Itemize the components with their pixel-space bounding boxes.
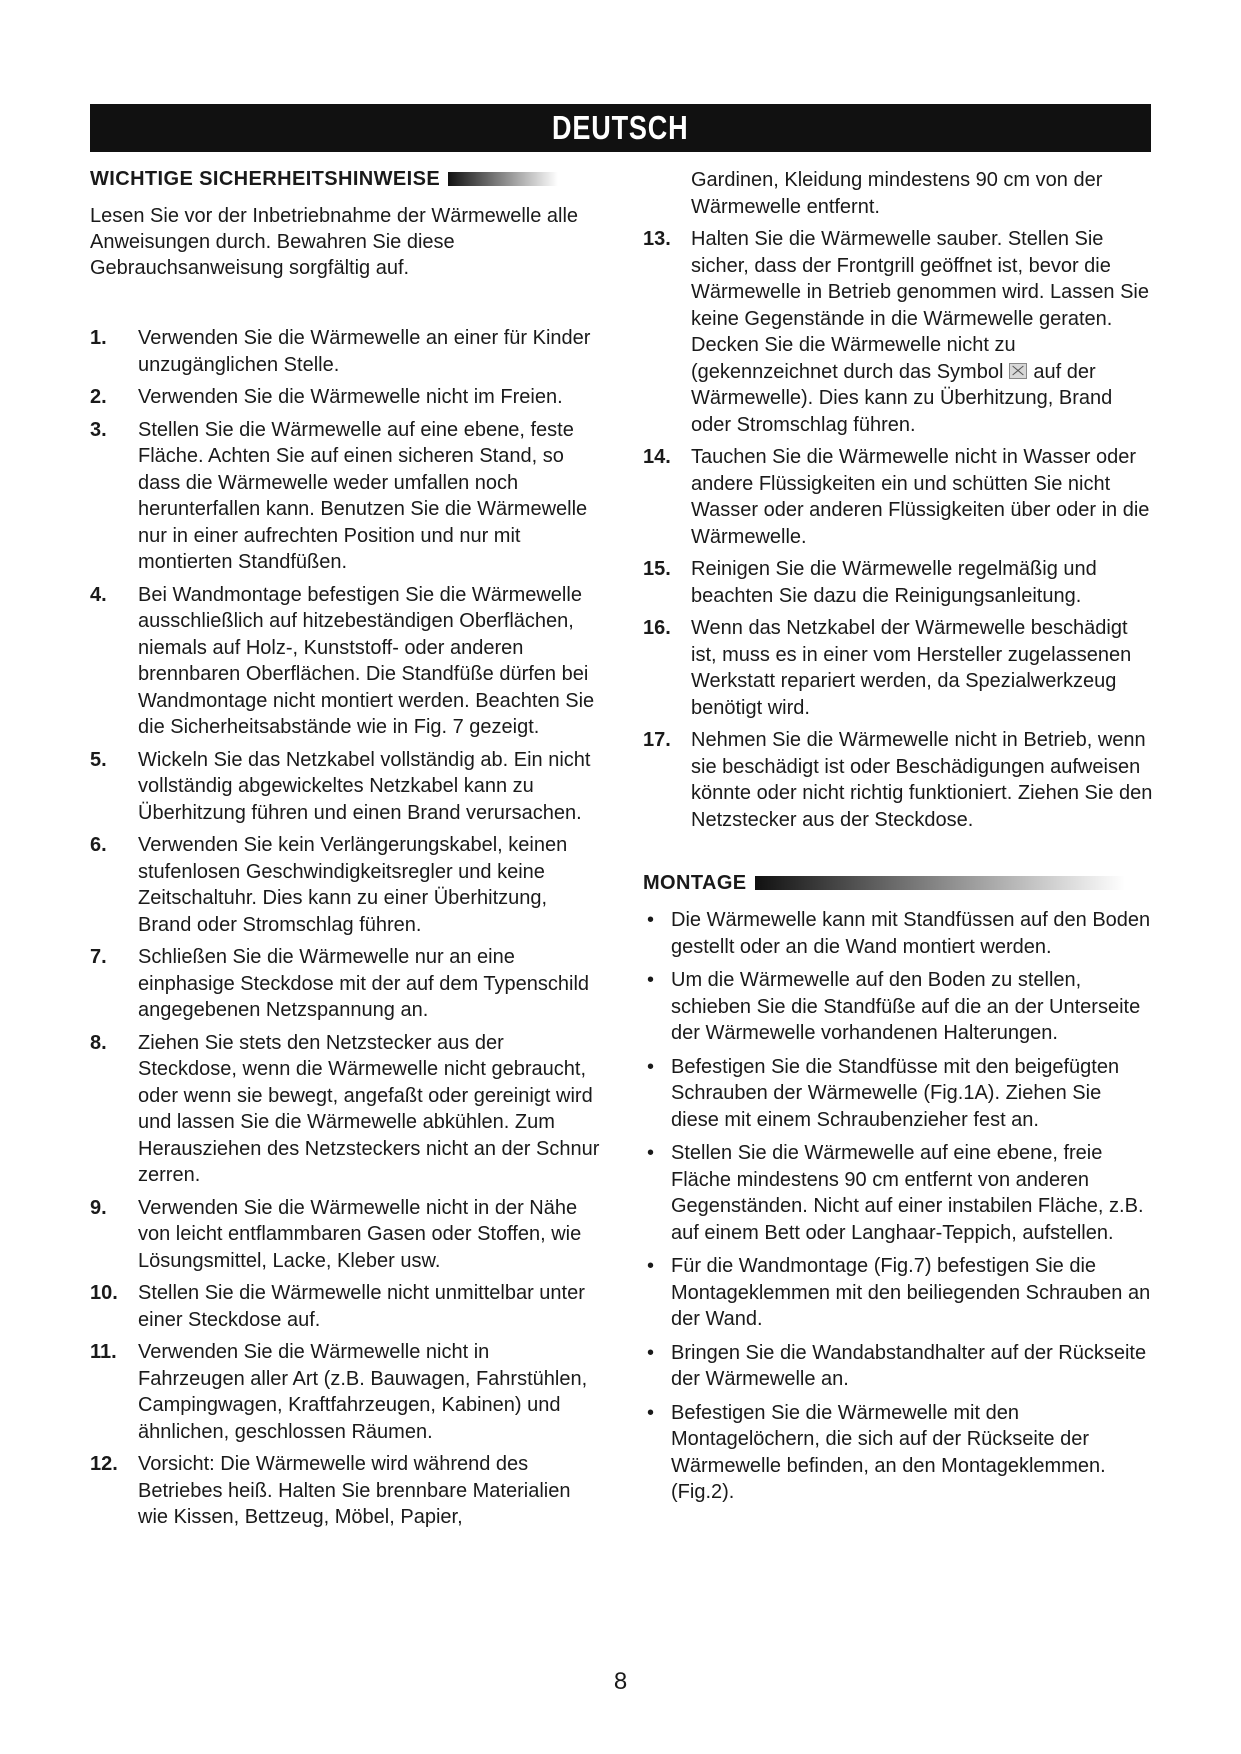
bullet-icon: • — [647, 969, 655, 991]
item-number: 8. — [90, 1031, 107, 1054]
item-text: Tauchen Sie die Wärmewelle nicht in Wasser oder andere Flüssigkeiten ein und schütten Sie nicht Wasser oder anderen Flüssigkeiten über oder in die Wärmewelle. — [691, 446, 1150, 548]
safety-item — [90, 747, 600, 827]
heading-gradient-bar — [755, 876, 1125, 890]
safety-item — [90, 582, 600, 741]
montage-bullet — [643, 907, 1153, 960]
safety-item — [90, 384, 600, 411]
bullet-icon: • — [647, 909, 655, 931]
safety-item — [90, 1030, 600, 1189]
item-13-text-part-2: auf der Wärmewelle). Dies kann zu Überhitzung, Brand oder Stromschlag führen. — [691, 360, 1113, 436]
item-text: Reinigen Sie die Wärmewelle regelmäßig und beachten Sie dazu die Reinigungsanleitung. — [691, 558, 1097, 607]
item-number: 15. — [643, 558, 671, 580]
item-number: 4. — [90, 583, 107, 606]
item-number: 5. — [90, 748, 107, 771]
item-number: 11. — [90, 1341, 117, 1363]
montage-bullet — [643, 967, 1153, 1047]
safety-item — [90, 1280, 600, 1333]
safety-item — [90, 1339, 600, 1445]
item-text: Verwenden Sie kein Verlängerungskabel, keinen stufenlosen Geschwindigkeitsregler und keine Zeitschaltuhr. Dies kann zu einer Überhitzung, Brand oder Stromschlag führen. — [138, 834, 568, 936]
safety-item — [643, 226, 1153, 438]
safety-item — [643, 727, 1153, 833]
left-column — [90, 167, 600, 1537]
item-text: Verwenden Sie die Wärmewelle nicht in der Nähe von leicht entflammbaren Gasen oder Stoffen, wie Lösungsmittel, Lacke, Kleber usw. — [138, 1196, 582, 1272]
item-number: 3. — [90, 418, 107, 441]
bullet-text: Stellen Sie die Wärmewelle auf eine ebene, freie Fläche mindestens 90 cm entfernt von anderen Gegenständen. Nicht auf einer instabilen Fläche, z.B. auf einem Bett oder Langhaar-Teppich, aufstellen. — [671, 1142, 1144, 1244]
item-number: 12. — [90, 1453, 118, 1475]
safety-item — [90, 417, 600, 576]
montage-bullet — [643, 1054, 1153, 1134]
safety-heading-text: WICHTIGE SICHERHEITSHINWEISE — [90, 167, 441, 190]
safety-item — [643, 615, 1153, 721]
do-not-cover-icon — [1009, 363, 1027, 379]
safety-item — [643, 444, 1153, 550]
item-number: 9. — [90, 1196, 107, 1219]
bullet-text: Bringen Sie die Wandabstandhalter auf der Rückseite der Wärmewelle an. — [671, 1341, 1147, 1390]
safety-item — [643, 556, 1153, 609]
safety-intro: Lesen Sie vor der Inbetriebnahme der Wärmewelle alle Anweisungen durch. Bewahren Sie diese Gebrauchsanweisung sorgfältig auf. — [90, 205, 579, 279]
item-text: Bei Wandmontage befestigen Sie die Wärmewelle ausschließlich auf hitzebeständigen Oberflächen, niemals auf Holz-, Kunststoff- oder anderen brennbaren Oberflächen. Die Standfüße dürfen bei Wandmontage nicht montiert werden. Beachten Sie die Sicherheitsabstände wie in Fig. 7 gezeigt. — [138, 583, 595, 738]
item-number: 7. — [90, 946, 107, 968]
safety-item — [90, 325, 600, 378]
item-13-text-part-1: Halten Sie die Wärmewelle sauber. Stellen Sie sicher, dass der Frontgrill geöffnet ist, bevor die Wärmewelle in Betrieb genommen wird. Lassen Sie keine Gegenstände in die Wärmewelle geraten. Decken Sie die Wärmewelle nicht zu (gekennzeichnet durch das Symbol — [691, 228, 1149, 383]
bullet-icon: • — [647, 1401, 655, 1424]
item-number: 6. — [90, 834, 107, 856]
item-number: 10. — [90, 1282, 118, 1304]
bullet-text: Befestigen Sie die Wärmewelle mit den Montagelöchern, die sich auf der Rückseite der Wärmewelle befinden, an den Montageklemmen. (Fig.2). — [671, 1401, 1106, 1503]
item-text: Nehmen Sie die Wärmewelle nicht in Betrieb, wenn sie beschädigt ist oder Beschädigungen aufweisen könnte oder nicht richtig funktioniert. Ziehen Sie den Netzstecker aus der Steckdose. — [691, 729, 1153, 831]
language-banner — [90, 104, 1151, 152]
montage-bullet — [643, 1140, 1153, 1246]
page-number: 8 — [613, 1668, 628, 1695]
right-column — [643, 167, 1153, 1513]
item-number: 1. — [90, 327, 107, 349]
bullet-icon: • — [647, 1341, 655, 1364]
safety-item — [90, 832, 600, 938]
item-text — [691, 226, 1153, 438]
montage-heading-text: MONTAGE — [643, 871, 747, 894]
bullet-icon: • — [647, 1055, 655, 1078]
bullet-icon: • — [647, 1255, 655, 1277]
bullet-text: Um die Wärmewelle auf den Boden zu stellen, schieben Sie die Standfüße auf die an der Unterseite der Wärmewelle vorhandenen Halterungen. — [671, 969, 1141, 1044]
item-text: Stellen Sie die Wärmewelle auf eine ebene, feste Fläche. Achten Sie auf einen sicheren Stand, so dass die Wärmewelle weder umfallen noch herunterfallen kann. Benutzen Sie die Wärmewelle nur in einer aufrechten Position und nur mit montierten Standfüßen. — [138, 418, 588, 573]
bullet-text: Die Wärmewelle kann mit Standfüssen auf den Boden gestellt oder an die Wand montiert werden. — [671, 909, 1151, 958]
safety-heading — [90, 167, 600, 191]
item-text: Vorsicht: Die Wärmewelle wird während des Betriebes heiß. Halten Sie brennbare Materialien wie Kissen, Bettzeug, Möbel, Papier, — [138, 1453, 571, 1528]
item-text: Wenn das Netzkabel der Wärmewelle beschädigt ist, muss es in einer vom Hersteller zugelassenen Werkstatt repariert werden, da Spezialwerkzeug benötigt wird. — [691, 617, 1132, 719]
item-text: Verwenden Sie die Wärmewelle nicht im Freien. — [138, 386, 563, 408]
heading-gradient-bar — [448, 172, 558, 186]
item-text: Ziehen Sie stets den Netzstecker aus der Steckdose, wenn die Wärmewelle nicht gebraucht, oder wenn sie bewegt, angefaßt oder gereinigt wird und lassen Sie die Wärmewelle abkühlen. Zum Herausziehen des Netzsteckers nicht an der Schnur zerren. — [138, 1031, 600, 1186]
safety-item — [90, 1451, 600, 1531]
item-12-continued: Gardinen, Kleidung mindestens 90 cm von der Wärmewelle entfernt. — [691, 169, 1103, 218]
item-number: 16. — [643, 617, 671, 639]
language-title: DEUTSCH — [552, 109, 689, 146]
bullet-text: Befestigen Sie die Standfüsse mit den beigefügten Schrauben der Wärmewelle (Fig.1A). Ziehen Sie diese mit einem Schraubenzieher fest an. — [671, 1055, 1120, 1131]
item-text: Verwenden Sie die Wärmewelle an einer für Kinder unzugänglichen Stelle. — [138, 327, 591, 376]
item-text: Wickeln Sie das Netzkabel vollständig ab. Ein nicht vollständig abgewickeltes Netzkabel kann zu Überhitzung führen und einen Brand verursachen. — [138, 748, 591, 824]
bullet-icon: • — [647, 1142, 655, 1164]
item-number: 14. — [643, 446, 671, 468]
item-number: 2. — [90, 386, 107, 408]
bullet-text: Für die Wandmontage (Fig.7) befestigen Sie die Montageklemmen mit den beiliegenden Schrauben an der Wand. — [671, 1255, 1151, 1330]
item-text: Verwenden Sie die Wärmewelle nicht in Fahrzeugen aller Art (z.B. Bauwagen, Fahrstühlen, Campingwagen, Kraftfahrzeugen, Kabinen) und ähnlichen, geschlossen Räumen. — [138, 1341, 588, 1443]
montage-bullet — [643, 1340, 1153, 1393]
montage-heading — [643, 871, 1153, 895]
safety-item — [90, 944, 600, 1024]
item-text: Stellen Sie die Wärmewelle nicht unmittelbar unter einer Steckdose auf. — [138, 1282, 585, 1331]
montage-bullet — [643, 1253, 1153, 1333]
item-number: 13. — [643, 228, 671, 250]
item-number: 17. — [643, 729, 671, 751]
safety-item — [90, 1195, 600, 1275]
item-text: Schließen Sie die Wärmewelle nur an eine einphasige Steckdose mit der auf dem Typenschild angegebenen Netzspannung an. — [138, 946, 590, 1021]
montage-bullet — [643, 1400, 1153, 1506]
